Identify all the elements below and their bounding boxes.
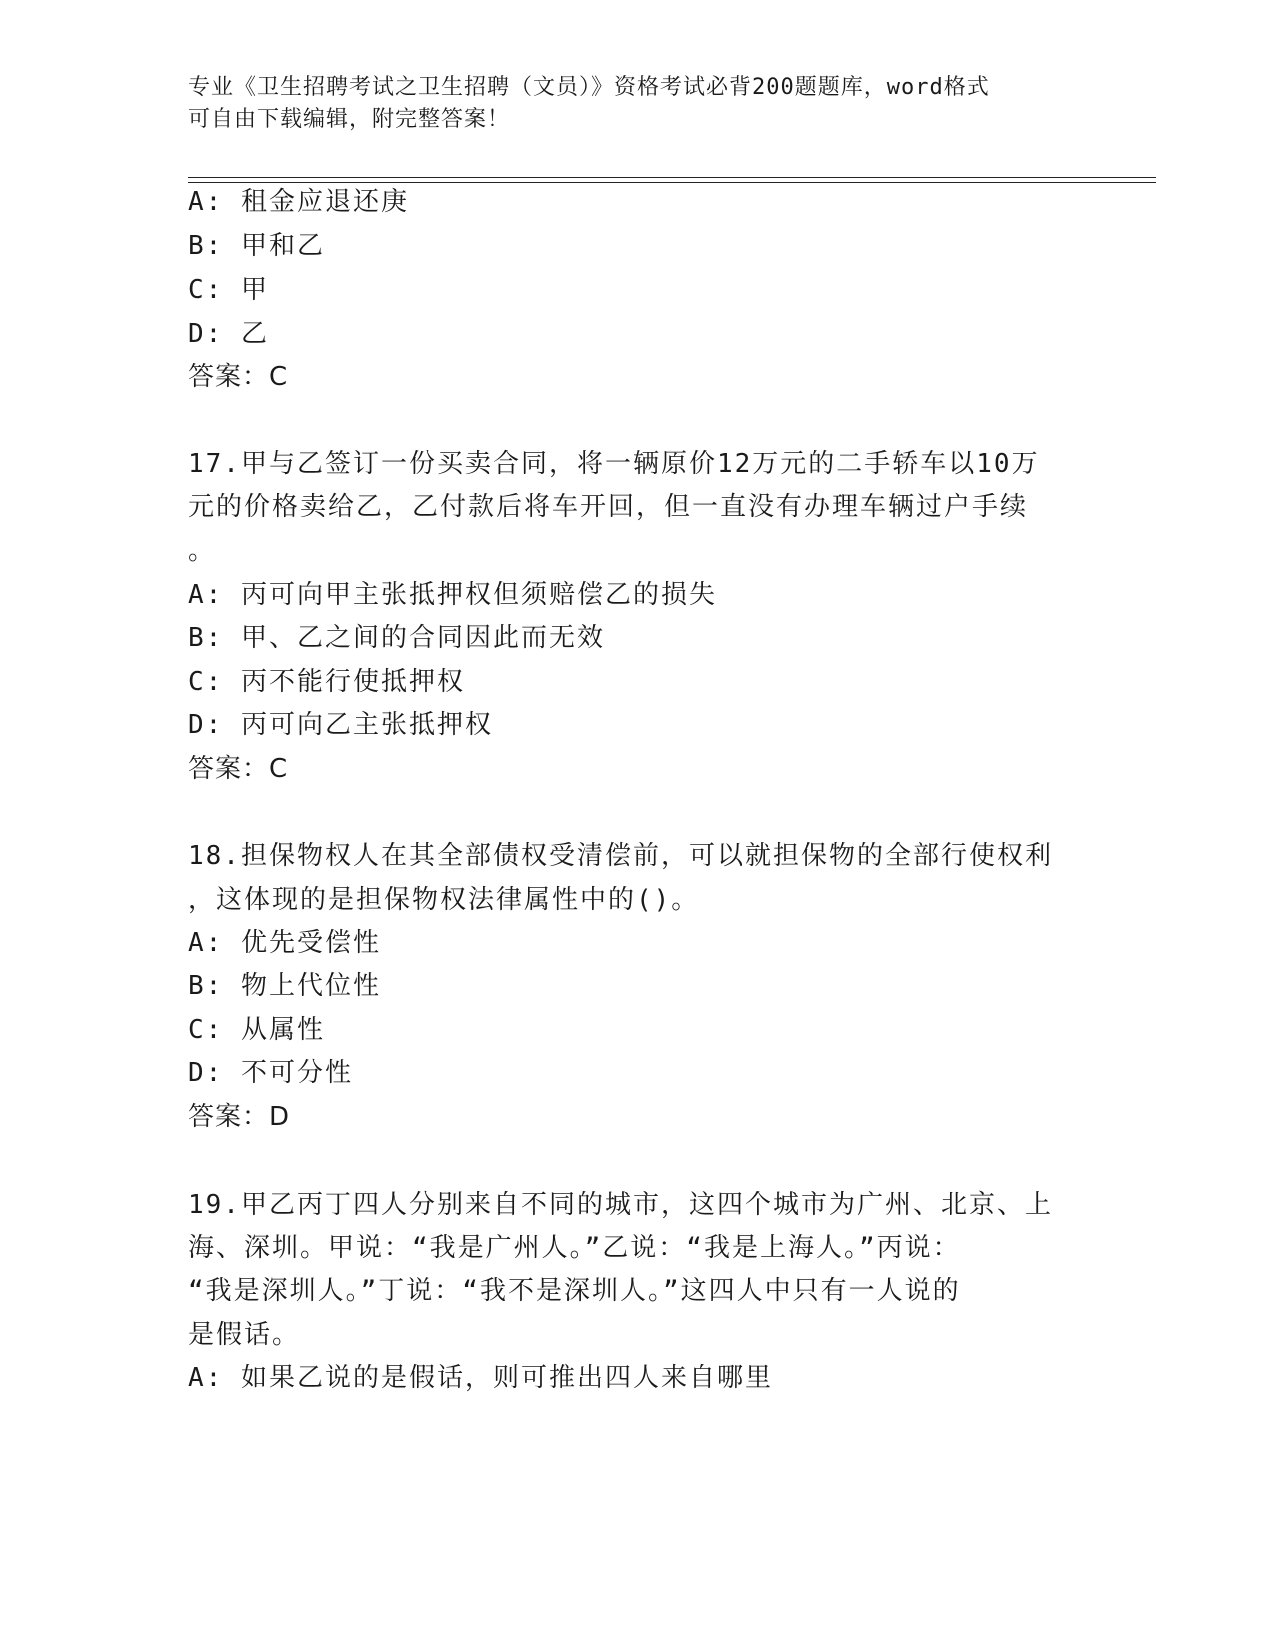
document-header [188, 72, 1088, 136]
q19-stem-line-2: 海、深圳。甲说：“我是广州人。”乙说：“我是上海人。”丙说： [188, 1233, 961, 1263]
q19-stem-line-4: 是假话。 [188, 1320, 301, 1350]
q17-answer: 答案：C [188, 754, 289, 784]
q17-stem-line-3: 。 [188, 536, 217, 566]
q18-answer: 答案：D [188, 1102, 291, 1132]
q17-stem-line-2: 元的价格卖给乙，乙付款后将车开回，但一直没有办理车辆过户手续 [188, 492, 1029, 522]
q16-option-c: C: 甲 [188, 275, 269, 305]
q18-option-d: D: 不可分性 [188, 1058, 353, 1088]
q18-option-c: C: 从属性 [188, 1015, 325, 1045]
q17-stem-line-1: 17.甲与乙签订一份买卖合同，将一辆原价12万元的二手轿车以10万 [188, 449, 1040, 479]
header-divider-top [188, 177, 1156, 178]
q16-answer: 答案：C [188, 362, 289, 392]
q16-option-d: D: 乙 [188, 319, 269, 349]
q18-stem-line-1: 18.担保物权人在其全部债权受清偿前，可以就担保物的全部行使权利 [188, 841, 1053, 871]
q18-stem-line-2: ，这体现的是担保物权法律属性中的()。 [188, 885, 700, 915]
header-line-2: 可自由下载编辑，附完整答案！ [188, 107, 511, 132]
q19-option-a: A: 如果乙说的是假话，则可推出四人来自哪里 [188, 1363, 773, 1393]
header-line-1: 专业《卫生招聘考试之卫生招聘（文员）》资格考试必背200题题库，word格式 [188, 75, 990, 100]
q16-option-a: A: 租金应退还庚 [188, 187, 409, 217]
q18-option-b: B: 物上代位性 [188, 971, 381, 1001]
q17-option-b: B: 甲、乙之间的合同因此而无效 [188, 623, 605, 653]
q19-stem-line-3: “我是深圳人。”丁说：“我不是深圳人。”这四人中只有一人说的 [188, 1276, 961, 1306]
q19-stem-line-1: 19.甲乙丙丁四人分别来自不同的城市，这四个城市为广州、北京、上 [188, 1190, 1053, 1220]
q17-option-d: D: 丙可向乙主张抵押权 [188, 710, 493, 740]
q17-option-c: C: 丙不能行使抵押权 [188, 667, 465, 697]
q17-option-a: A: 丙可向甲主张抵押权但须赔偿乙的损失 [188, 580, 717, 610]
header-divider-bottom [188, 182, 1156, 183]
q16-option-b: B: 甲和乙 [188, 231, 325, 261]
q18-option-a: A: 优先受偿性 [188, 928, 381, 958]
